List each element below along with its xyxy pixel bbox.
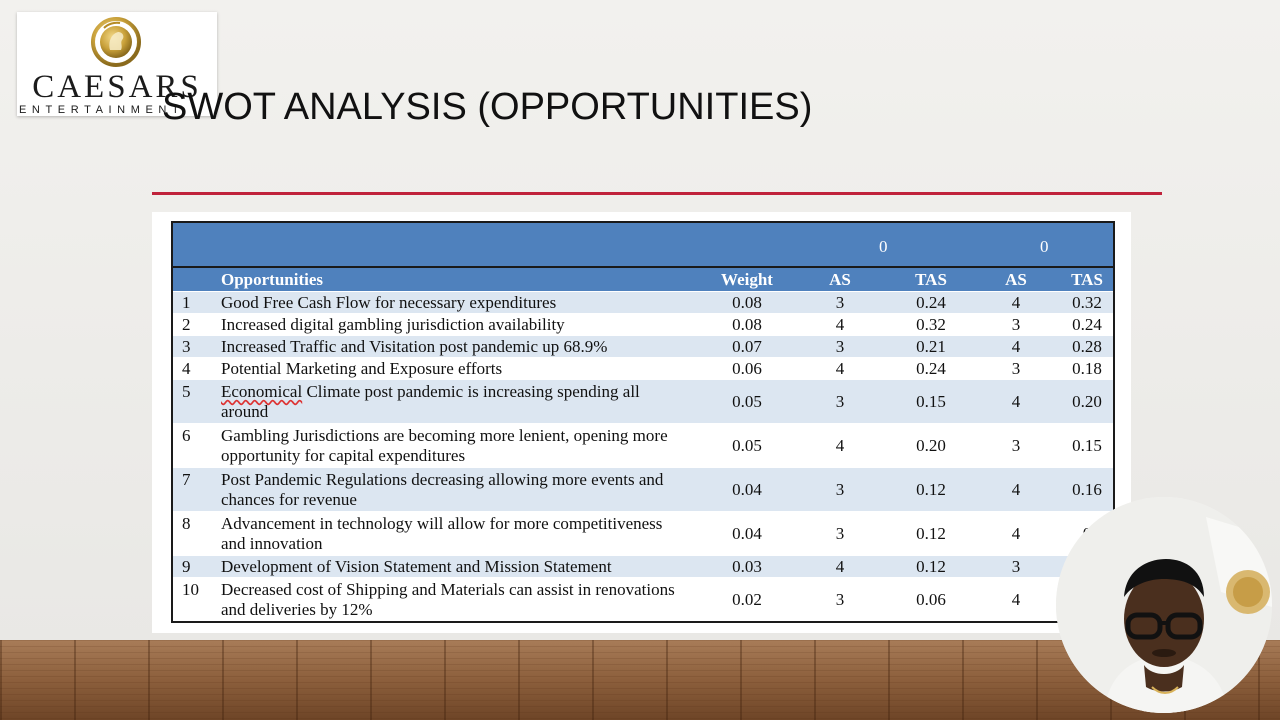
row-weight: 0.06 [732,358,762,378]
row-opportunity: Increased digital gambling jurisdiction availability [221,314,565,334]
header-num [182,268,212,291]
row-tas-1: 0.24 [916,358,946,378]
row-tas-2: 0.28 [1072,336,1102,356]
row-as-1: 3 [835,391,845,411]
header-tas-1: TAS [915,269,947,289]
row-tas-1: 0.15 [916,391,946,411]
row-number: 9 [182,556,191,576]
row-as-1: 4 [835,556,845,576]
row-as-2: 4 [1011,479,1021,499]
table-row [173,313,1113,335]
row-number: 10 [182,580,199,599]
row-tas-1: 0.21 [916,336,946,356]
row-as-2: 3 [1011,314,1021,334]
table-header-row [173,268,1113,291]
row-tas-1: 0.32 [916,314,946,334]
table-row [173,335,1113,357]
row-as-1: 3 [835,523,845,543]
row-opportunity: Gambling Jurisdictions are becoming more lenient, opening more opportunity for capital expenditures [221,425,668,465]
row-tas-1: 0.06 [916,589,946,609]
band-value-2: 0 [1040,237,1049,256]
row-tas-2: 0.15 [1072,435,1102,455]
row-tas-2: 0.20 [1072,391,1102,411]
row-tas-1: 0.20 [916,435,946,455]
table-row [173,423,1113,467]
row-weight: 0.02 [732,589,762,609]
table-row [173,467,1113,511]
row-number: 1 [182,292,191,312]
row-as-2: 3 [1011,358,1021,378]
row-as-1: 4 [835,358,845,378]
row-number: 3 [182,336,191,356]
row-as-1: 3 [835,292,845,312]
row-opportunity: Increased Traffic and Visitation post pandemic up 68.9% [221,336,608,356]
row-as-1: 3 [835,589,845,609]
row-as-2: 4 [1011,589,1021,609]
row-tas-2: 0.32 [1072,292,1102,312]
row-as-1: 3 [835,479,845,499]
opportunities-table [171,268,1115,623]
table-row [173,357,1113,379]
row-opportunity: Advancement in technology will allow for more competitiveness and innovation [221,513,663,553]
row-weight: 0.04 [732,479,762,499]
row-tas-1: 0.12 [916,556,946,576]
header-as-2: AS [1005,269,1027,289]
table-row [173,511,1113,555]
title-divider [152,192,1162,195]
header-opportunities: Opportunities [221,269,324,289]
row-weight: 0.05 [732,391,762,411]
row-as-2: 3 [1011,556,1021,576]
row-number: 8 [182,514,191,533]
logo-subtitle: ENTERTAINMENT [19,104,185,116]
table-top-band [171,221,1115,268]
row-weight: 0.07 [732,336,762,356]
band-value-1: 0 [879,237,888,256]
row-as-2: 4 [1011,336,1021,356]
row-number: 6 [182,426,191,445]
row-as-2: 4 [1011,391,1021,411]
row-number: 4 [182,358,191,378]
table-row [173,555,1113,577]
row-as-2: 3 [1011,435,1021,455]
caesar-laurel-emblem-icon [90,16,142,68]
row-as-1: 4 [835,435,845,455]
table-row [173,291,1113,313]
spellcheck-word: Economical [221,381,303,401]
row-opportunity [221,380,691,423]
logo-wordmark: CAESARS [32,69,202,105]
row-opportunity: Post Pandemic Regulations decreasing allowing more events and chances for revenue [221,469,664,509]
header-as-1: AS [829,269,851,289]
table-row [173,577,1113,621]
row-opportunity: Good Free Cash Flow for necessary expenditures [221,292,557,312]
slide-title: SWOT ANALYSIS (OPPORTUNITIES) [162,86,813,128]
row-tas-1: 0.12 [916,479,946,499]
header-weight: Weight [721,269,773,289]
row-tas-2: 0.16 [1072,479,1102,499]
row-tas-1: 0.24 [916,292,946,312]
row-weight: 0.08 [732,292,762,312]
row-opportunity-rest: Climate post pandemic is increasing spending all around [221,381,640,421]
row-as-1: 4 [835,314,845,334]
row-as-2: 4 [1011,292,1021,312]
row-tas-2: 0.18 [1072,358,1102,378]
row-opportunity: Decreased cost of Shipping and Materials can assist in renovations and deliveries by 12% [221,579,675,619]
row-number: 2 [182,314,191,334]
row-number: 7 [182,470,191,489]
row-weight: 0.08 [732,314,762,334]
row-weight: 0.05 [732,435,762,455]
row-opportunity: Potential Marketing and Exposure efforts [221,358,503,378]
row-weight: 0.04 [732,523,762,543]
row-opportunity: Development of Vision Statement and Mission Statement [221,556,612,576]
row-as-2: 4 [1011,523,1021,543]
presenter-webcam-icon [1056,497,1272,713]
row-weight: 0.03 [732,556,762,576]
presenter-webcam [1056,497,1272,713]
header-tas-2: TAS [1071,269,1103,289]
table-row [173,379,1113,423]
row-tas-1: 0.12 [916,523,946,543]
row-as-1: 3 [835,336,845,356]
row-tas-2: 0.24 [1072,314,1102,334]
row-number: 5 [182,382,191,401]
